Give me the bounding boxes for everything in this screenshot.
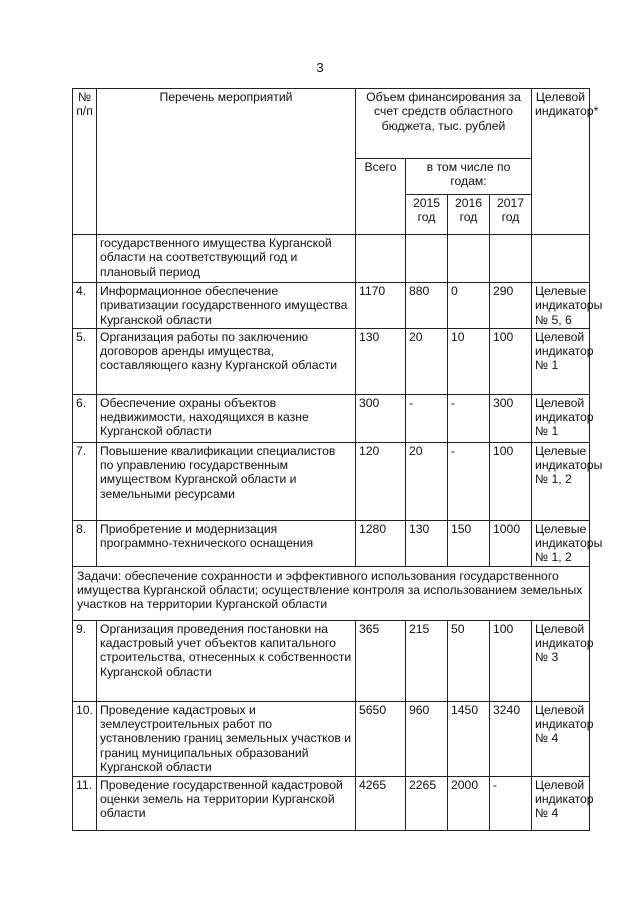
table-row (73, 701, 590, 776)
funding-total: 365 (356, 620, 406, 701)
col-activities-header: Перечень мероприятий (97, 89, 356, 235)
row-number: 8. (73, 520, 97, 566)
row-number: 11. (73, 776, 97, 830)
col-2016-header: 2016 год (448, 195, 490, 235)
funding-2016: 150 (448, 520, 490, 566)
activity-name: Организация проведения постановки на кадастровый учет объектов капитального строительства, отнесенных к собственности Курганской области (97, 620, 356, 701)
continuation-text: государственного имущества Курганской области на соответствующий год и плановый период (97, 235, 356, 283)
task-text: Задачи: обеспечение сохранности и эффективного использования государственного имущества Курганской области; осуществление контроля за использованием земельных участков на территории Курганской области (73, 566, 590, 620)
funding-2015: 20 (406, 328, 448, 394)
col-2017-header: 2017 год (490, 195, 532, 235)
funding-total: 4265 (356, 776, 406, 830)
funding-2016: 0 (448, 283, 490, 329)
col-years-header: в том числе по годам: (406, 159, 532, 195)
table-row (73, 442, 590, 520)
target-indicator: Целевой индикатор № 4 (532, 776, 590, 830)
funding-2017: - (490, 776, 532, 830)
activity-name: Организация работы по заключению договоров аренды имущества, составляющего казну Курганской области (97, 328, 356, 394)
activity-name: Повышение квалификации специалистов по управлению государственным имуществом Курганской области и земельными ресурсами (97, 442, 356, 520)
table-row (73, 776, 590, 830)
task-row (73, 566, 590, 620)
funding-2016: - (448, 442, 490, 520)
funding-total: 130 (356, 328, 406, 394)
target-indicator: Целевой индикатор № 3 (532, 620, 590, 701)
funding-2016: 1450 (448, 701, 490, 776)
funding-2017: 100 (490, 620, 532, 701)
target-indicator: Целевой индикатор № 1 (532, 394, 590, 442)
activity-name: Обеспечение охраны объектов недвижимости, находящихся в казне Курганской области (97, 394, 356, 442)
table-row (73, 283, 590, 329)
funding-2017: 100 (490, 442, 532, 520)
table-row (73, 394, 590, 442)
col-total-header: Всего (356, 159, 406, 235)
funding-2015: 960 (406, 701, 448, 776)
funding-2015: 2265 (406, 776, 448, 830)
row-number: 4. (73, 283, 97, 329)
target-indicator: Целевые индикаторы № 1, 2 (532, 520, 590, 566)
target-indicator: Целевые индикаторы № 5, 6 (532, 283, 590, 329)
activity-name: Приобретение и модернизация программно-технического оснащения (97, 520, 356, 566)
row-number: 6. (73, 394, 97, 442)
funding-total: 1280 (356, 520, 406, 566)
table-row (73, 520, 590, 566)
continuation-row (73, 235, 590, 283)
activity-name: Проведение государственной кадастровой оценки земель на территории Курганской области (97, 776, 356, 830)
target-indicator: Целевой индикатор № 4 (532, 701, 590, 776)
header-row (73, 89, 590, 159)
funding-total: 1170 (356, 283, 406, 329)
program-activities-table (72, 88, 603, 831)
table-row (73, 620, 590, 701)
col-num-header: № п/п (73, 89, 97, 235)
row-number: 7. (73, 442, 97, 520)
funding-2017: 100 (490, 328, 532, 394)
funding-2015: 880 (406, 283, 448, 329)
funding-total: 5650 (356, 701, 406, 776)
funding-total: 120 (356, 442, 406, 520)
funding-2015: - (406, 394, 448, 442)
row-number: 9. (73, 620, 97, 701)
funding-2016: 2000 (448, 776, 490, 830)
row-number: 5. (73, 328, 97, 394)
funding-2015: 215 (406, 620, 448, 701)
col-2015-header: 2015 год (406, 195, 448, 235)
row-number: 10. (73, 701, 97, 776)
col-funding-header: Объем финансирования за счет средств областного бюджета, тыс. рублей (356, 89, 532, 159)
funding-2017: 3240 (490, 701, 532, 776)
funding-2016: 10 (448, 328, 490, 394)
page-number: 3 (316, 60, 324, 75)
funding-2017: 1000 (490, 520, 532, 566)
funding-total: 300 (356, 394, 406, 442)
funding-2015: 130 (406, 520, 448, 566)
funding-2017: 290 (490, 283, 532, 329)
activity-name: Проведение кадастровых и землеустроительных работ по установлению границ земельных участков и границ муниципальных образований Курганской области (97, 701, 356, 776)
activity-name: Информационное обеспечение приватизации государственного имущества Курганской области (97, 283, 356, 329)
funding-2015: 20 (406, 442, 448, 520)
target-indicator: Целевой индикатор № 1 (532, 328, 590, 394)
funding-2017: 300 (490, 394, 532, 442)
table-row (73, 328, 590, 394)
target-indicator: Целевые индикаторы № 1, 2 (532, 442, 590, 520)
col-target-header: Целевой индикатор* (532, 89, 590, 235)
funding-2016: - (448, 394, 490, 442)
funding-2016: 50 (448, 620, 490, 701)
